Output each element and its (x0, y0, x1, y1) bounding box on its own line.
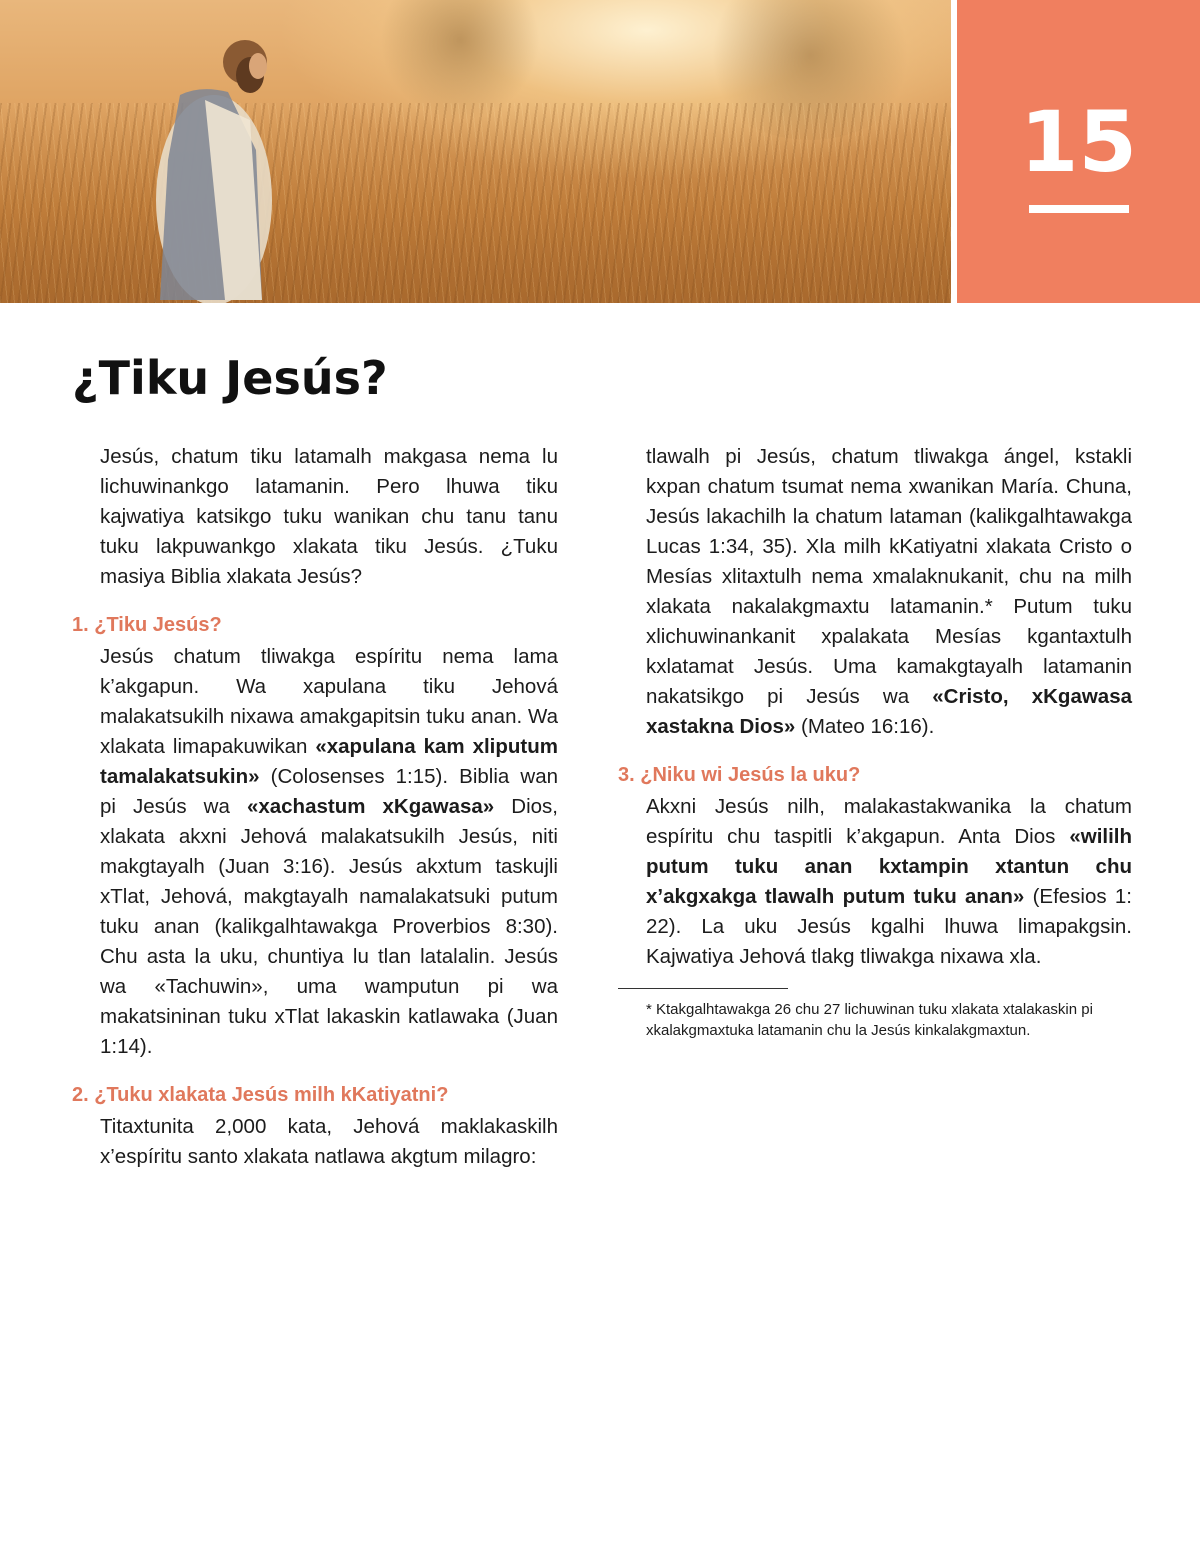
bold-quote: Dios» (733, 715, 796, 738)
text-run: chu (1009, 565, 1053, 588)
text-run: chatum (815, 445, 899, 468)
text-run: kxlatamat (646, 655, 734, 678)
section-3-paragraph (646, 792, 1132, 972)
text-run: nema (843, 475, 902, 498)
text-run: nakatsikgo (646, 685, 745, 708)
text-run: Mesías (909, 625, 1002, 648)
text-run: xpalakata (795, 625, 910, 648)
bold-quote: «wililh putum tuku anan kxtampin xtantun chu x’akgxakga tlawalh putum tuku anan» (646, 825, 1132, 908)
text-run: lataman (882, 505, 963, 528)
text-run: ángel, (988, 445, 1060, 468)
text-run: Jesús chatum tliwakga espíritu nema lama k’akgapun. Wa xapulana tiku Jehová malakatsukilh nixawa amakgapitsin tuku anan. Wa xlakata limapakuwikan (100, 645, 558, 758)
text-run: kKatiyatni (881, 535, 978, 558)
bold-quote: «xapulana kam xliputum tamalakatsukin» (100, 735, 558, 788)
text-run: kgantaxtulh (1001, 625, 1132, 648)
text-run: Mesías (646, 565, 713, 588)
text-run: xlitaxtulh (712, 565, 802, 588)
text-run: na (1052, 565, 1085, 588)
section-1-heading: 1. ¿Tiku Jesús? (72, 614, 222, 636)
right-column (618, 442, 1132, 1041)
text-run: xlakata (646, 595, 711, 618)
text-run: Akxni Jesús nilh, malakastakwanika la chatum espíritu chu taspitli k’akgapun. Anta Dios (646, 795, 1132, 848)
text-run: Jesús, (741, 445, 816, 468)
text-run: nema (801, 565, 863, 588)
section-3-heading: 3. ¿Niku wi Jesús la uku? (618, 764, 861, 786)
text-run: 16:16). (864, 715, 935, 738)
text-run: milh (835, 535, 882, 558)
text-run: latamanin. (869, 595, 985, 618)
text-run: Putum (992, 595, 1073, 618)
text-run: kxpan (646, 475, 701, 498)
text-run: xlakata (977, 535, 1051, 558)
text-run: chatum (808, 505, 883, 528)
text-run: Cristo (1050, 535, 1113, 558)
text-run: xwanikan (901, 475, 994, 498)
text-run: xmalaknukanit, (862, 565, 1010, 588)
text-run: milh (1084, 565, 1133, 588)
text-run: (Efesios 1: 22). La uku Jesús kgalhi lhuwa limapakgsin. Kajwatiya Jehová tlakg tliwakga nixawa xla. (646, 885, 1132, 968)
text-run: tuku (1072, 595, 1132, 618)
lesson-number-panel (957, 0, 1200, 303)
text-run: pi (709, 445, 742, 468)
section-2-heading: 2. ¿Tuku xlakata Jesús milh kKatiyatni? (72, 1084, 449, 1106)
text-run: Jesús. (733, 655, 814, 678)
section-1-paragraph (100, 642, 558, 1062)
text-run: tsumat (774, 475, 844, 498)
text-run: Xla (797, 535, 836, 558)
section-2-paragraph-continued (646, 442, 1132, 742)
header-photo (0, 0, 951, 303)
text-run: 1:34, (700, 535, 755, 558)
text-run: la (786, 505, 809, 528)
text-run: pi (744, 685, 784, 708)
text-run: nakalakgmaxtu (710, 595, 870, 618)
footnote: * Ktakgalhtawakga 26 chu 27 lichuwinan tuku xlakata xtalakaskin pi xkalakgmaxtuka latamanin chu la Jesús kinkalakgmaxtun. (646, 1001, 1093, 1039)
text-run: kstakli (1059, 445, 1133, 468)
text-run: wa (859, 685, 933, 708)
text-run: (kalikgalhtawakga (962, 505, 1132, 528)
text-run: 35). (754, 535, 798, 558)
text-run: Dios, xlakata akxni Jehová malakatsukilh Jesús, niti makgtayalh (Juan 3:16). Jesús akxtum taskujli xTlat, Jehová, makgtayalh namalakatsuki putum tuku anan (kalikgalhtawakga Proverbios 8:30). Chu asta la uku, chuntiya lu tlan latalalin. Jesús wa «Tachuwin», uma wamputun pi wa makatsininan tuku xTlat lakaskin katlawaka (Juan 1:14). (100, 795, 558, 1058)
text-run: (Colosenses 1:15). Biblia wan pi Jesús wa (100, 765, 558, 818)
text-run: Chuna, (1058, 475, 1132, 498)
section-2-paragraph-start (100, 1112, 558, 1172)
lesson-number-underline (1029, 205, 1129, 213)
text-run: kamakgtayalh (876, 655, 1024, 678)
left-column (72, 442, 558, 1172)
bold-quote: xastakna (646, 715, 734, 738)
text-run: Uma (813, 655, 877, 678)
jesus-figure-illustration (0, 0, 951, 303)
footnote-marker[interactable]: * (984, 595, 993, 618)
text-run: tliwakga (898, 445, 989, 468)
text-run: chatum (700, 475, 775, 498)
bold-quote: «Cristo, (932, 685, 1009, 708)
text-run: tlawalh (646, 445, 710, 468)
text-run: Jesús (783, 685, 860, 708)
text-run: latamanin (1023, 655, 1133, 678)
text-run: (Mateo (795, 715, 865, 738)
text-run: Lucas (646, 535, 701, 558)
lesson-number: 15 (1020, 93, 1137, 191)
text-run: xlichuwinankanit (646, 625, 796, 648)
text-run: Jesús (646, 505, 700, 528)
footnote-divider (618, 988, 788, 989)
bold-quote: «xachastum xKgawasa» (246, 795, 495, 818)
intro-paragraph: Jesús, chatum tiku latamalh makgasa nema lu lichuwinankgo latamanin. Pero lhuwa tiku kajwatiya katsikgo tuku wanikan chu tanu tanu tuku lakpuwankgo xlakata tiku Jesús. ¿Tuku masiya Biblia xlakata Jesús? (100, 445, 558, 588)
bold-quote: xKgawasa (1008, 685, 1132, 708)
text-run: lakachilh (699, 505, 787, 528)
page-title: ¿Tiku Jesús? (72, 351, 388, 405)
text-run: María. (993, 475, 1059, 498)
text-run: o (1112, 535, 1132, 558)
text-run: Titaxtunita 2,000 kata, Jehová maklakaskilh x’espíritu santo xlakata natlawa akgtum milagro: (100, 1115, 558, 1168)
